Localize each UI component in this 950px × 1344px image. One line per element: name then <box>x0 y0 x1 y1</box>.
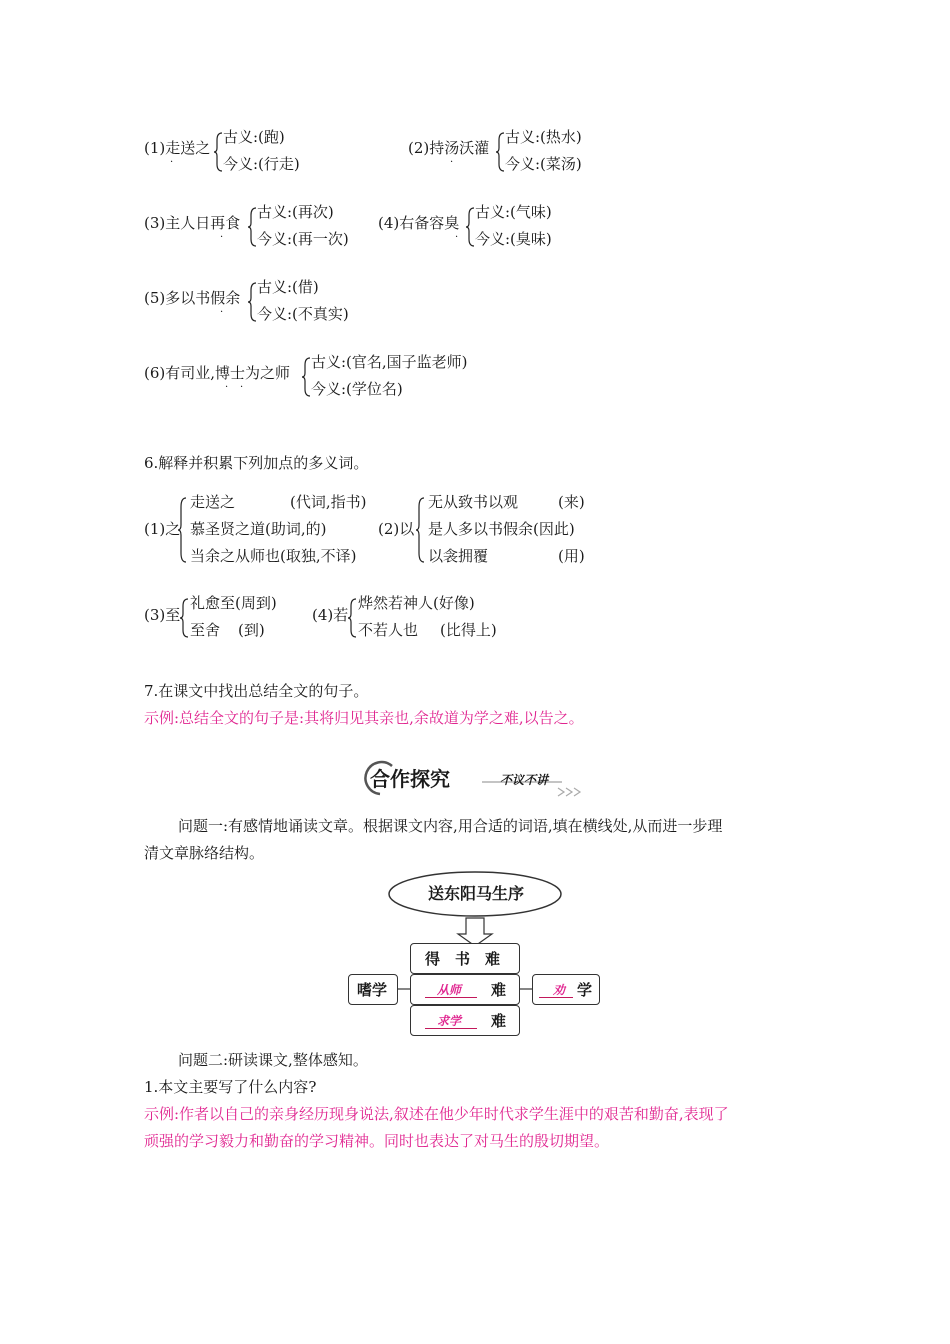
brace-icon <box>214 132 223 172</box>
emphasis-dot: · <box>450 157 454 168</box>
group-label: (3)至 <box>144 606 181 624</box>
emphasis-dot: · <box>455 232 459 243</box>
vocab-old: 古义:(热水) <box>505 128 582 146</box>
diagram-row-3 <box>410 1005 520 1036</box>
group-row: 是人多以书假余(因此) <box>428 520 575 538</box>
vocab-old: 古义:(再次) <box>257 203 334 221</box>
brace-icon <box>416 497 425 563</box>
vocab-label: (4)右备容臭 <box>378 214 460 232</box>
group-label: (1)之 <box>144 520 181 538</box>
problem2-answer: 示例:作者以自己的亲身经历现身说法,叙述在他少年时代求学生涯中的艰苦和勤奋,表现了 <box>144 1105 729 1123</box>
q7-answer: 示例:总结全文的句子是:其将归见其亲也,余故道为学之难,以告之。 <box>144 709 584 727</box>
emphasis-dot: · <box>220 307 224 318</box>
vocab-label: (2)持汤沃灌 <box>408 139 490 157</box>
group-note: (来) <box>558 493 585 511</box>
section-subtitle: 不议不讲 <box>500 773 549 787</box>
section-header <box>362 760 592 800</box>
group-row: 走送之 <box>190 493 236 511</box>
diagram-title: 送东阳马生序 <box>428 884 525 903</box>
vocab-label: (3)主人日再食 <box>144 214 241 232</box>
blank-underline <box>425 997 477 998</box>
q6-title: 6.解释并积累下列加点的多义词。 <box>144 454 369 472</box>
group-note: (到) <box>238 621 265 639</box>
problem2-title: 问题二:研读课文,整体感知。 <box>178 1051 368 1069</box>
blank-underline <box>539 997 573 998</box>
brace-icon <box>178 497 187 563</box>
group-row: 无从致书以观 <box>428 493 519 511</box>
diagram-connector <box>398 974 410 1005</box>
brace-icon <box>496 132 505 172</box>
diagram-blank: 从师 <box>437 983 462 997</box>
brace-icon <box>466 207 475 247</box>
emphasis-dot: · <box>220 232 224 243</box>
group-row: 烨然若神人(好像) <box>358 594 475 612</box>
problem2-answer-cont: 顽强的学习毅力和勤奋的学习精神。同时也表达了对马生的殷切期望。 <box>144 1132 610 1150</box>
emphasis-dot: · <box>240 382 244 393</box>
diagram-right-text: 学 <box>577 981 593 999</box>
diagram-row-text: 难 <box>491 981 507 999</box>
diagram-blank: 劝 <box>553 983 566 997</box>
diagram-blank: 求学 <box>437 1014 462 1028</box>
group-row: 当余之从师也(取独,不译) <box>190 547 357 565</box>
vocab-old: 古义:(官名,国子监老师) <box>311 353 468 371</box>
diagram-row-text: 难 <box>491 1012 507 1030</box>
group-note: (比得上) <box>440 621 497 639</box>
brace-icon <box>348 598 357 638</box>
brace-icon <box>302 357 311 397</box>
group-label: (4)若 <box>312 606 349 624</box>
diagram-row-1 <box>410 943 520 974</box>
vocab-old: 古义:(跑) <box>223 128 285 146</box>
problem1-text-cont: 清文章脉络结构。 <box>144 844 265 862</box>
diagram-row-2 <box>410 974 520 1005</box>
group-row: 至舍 <box>190 621 221 639</box>
vocab-label: (1)走送之 <box>144 139 211 157</box>
emphasis-dot: · <box>225 382 229 393</box>
brace-icon <box>180 598 189 638</box>
diagram-left-text: 嗜学 <box>357 981 388 999</box>
group-row: 以衾拥覆 <box>428 547 489 565</box>
group-label: (2)以 <box>378 520 415 538</box>
vocab-new: 今义:(再一次) <box>257 230 349 248</box>
vocab-new: 今义:(菜汤) <box>505 155 582 173</box>
vocab-label: (5)多以书假余 <box>144 289 241 307</box>
section-title: 合作探究 <box>370 767 450 791</box>
problem2-question: 1.本文主要写了什么内容? <box>144 1078 317 1096</box>
vocab-old: 古义:(借) <box>257 278 319 296</box>
group-note: (代词,指书) <box>290 493 367 511</box>
brace-icon <box>248 207 257 247</box>
problem1-text: 问题一:有感情地诵读文章。根据课文内容,用合适的词语,填在横线处,从而进一步理 <box>178 817 723 835</box>
diagram-left <box>348 974 398 1005</box>
vocab-old: 古义:(气味) <box>475 203 552 221</box>
blank-underline <box>425 1028 477 1029</box>
group-row: 慕圣贤之道(助词,的) <box>190 520 327 538</box>
vocab-new: 今义:(不真实) <box>257 305 349 323</box>
vocab-new: 今义:(学位名) <box>311 380 403 398</box>
vocab-label: (6)有司业,博士为之师 <box>144 364 291 382</box>
q7-title: 7.在课文中找出总结全文的句子。 <box>144 682 369 700</box>
diagram-connector <box>520 974 532 1005</box>
group-row: 礼愈至(周到) <box>190 594 277 612</box>
vocab-new: 今义:(臭味) <box>475 230 552 248</box>
group-note: (用) <box>558 547 585 565</box>
vocab-new: 今义:(行走) <box>223 155 300 173</box>
diagram-right <box>532 974 600 1005</box>
group-row: 不若人也 <box>358 621 419 639</box>
diagram-row-text: 得 书 难 <box>425 950 501 968</box>
brace-icon <box>248 282 257 322</box>
emphasis-dot: · <box>170 157 174 168</box>
